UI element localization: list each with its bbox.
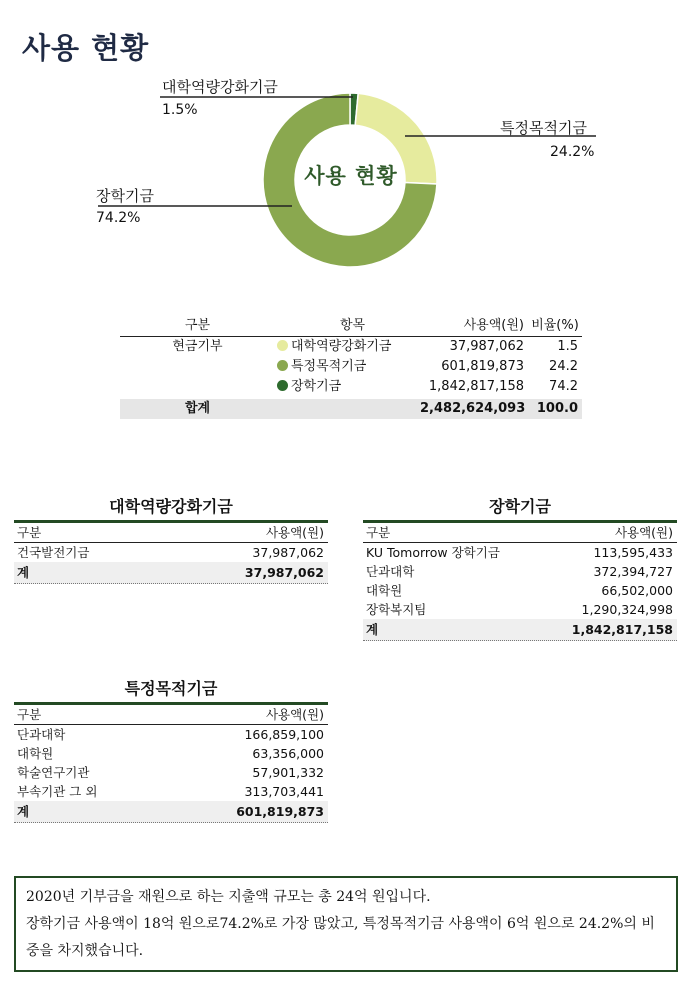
- summary-row: [120, 357, 582, 377]
- summary-row: [120, 337, 582, 357]
- summary-row: [120, 377, 582, 397]
- table-total-row: [363, 619, 677, 641]
- row-label: 단과대학: [366, 564, 415, 579]
- table-row: [363, 581, 677, 600]
- table-row: [14, 744, 328, 763]
- table-row: [14, 763, 328, 782]
- table-title: 장학기금: [489, 497, 551, 516]
- col-amount: 사용액(원): [265, 707, 324, 722]
- table-row: [363, 543, 677, 562]
- header-amount: 사용액(원): [463, 318, 524, 333]
- col-category: 구분: [17, 525, 42, 540]
- row-amount: 113,595,433: [593, 545, 673, 560]
- row-amount: 372,394,727: [593, 564, 673, 579]
- row-label: 부속기관 그 외: [17, 784, 98, 799]
- total-ratio: 100.0: [536, 401, 578, 416]
- scholarship-fund-table: [363, 494, 677, 641]
- legend-dot-icon: [277, 340, 288, 351]
- slice-label-capacity: 대학역량강화기금: [162, 78, 278, 96]
- capacity-fund-table: [14, 494, 328, 584]
- row-amount: 1,842,817,158: [428, 379, 524, 394]
- table-header: [14, 702, 328, 725]
- total-amount: 601,819,873: [236, 804, 324, 819]
- row-amount: 37,987,062: [252, 545, 324, 560]
- row-amount: 1,290,324,998: [581, 602, 673, 617]
- col-category: 구분: [366, 525, 391, 540]
- total-amount: 2,482,624,093: [420, 401, 526, 416]
- col-category: 구분: [17, 707, 42, 722]
- row-amount: 66,502,000: [601, 583, 673, 598]
- row-label: 대학원: [366, 583, 403, 598]
- row-label: KU Tomorrow 장학기금: [366, 545, 500, 560]
- col-amount: 사용액(원): [614, 525, 673, 540]
- slice-label-scholarship: 장학기금: [96, 187, 154, 205]
- row-amount: 57,901,332: [252, 765, 324, 780]
- donut-center-label: 사용 현황: [304, 164, 398, 188]
- header-item: 항목: [339, 318, 366, 333]
- row-item: 특정목적기금: [291, 359, 367, 374]
- total-amount: 1,842,817,158: [571, 622, 673, 637]
- slice-label-special: 특정목적기금: [500, 119, 587, 137]
- page-title: 사용 현황: [22, 31, 150, 65]
- row-amount: 166,859,100: [244, 727, 324, 742]
- col-amount: 사용액(원): [265, 525, 324, 540]
- slice-percent-capacity: 1.5%: [162, 102, 198, 118]
- row-ratio: 74.2: [549, 379, 578, 394]
- table-row: [363, 600, 677, 619]
- row-label: 건국발전기금: [17, 545, 90, 560]
- table-row: [363, 562, 677, 581]
- total-amount: 37,987,062: [244, 565, 324, 580]
- row-category: 현금기부: [172, 339, 223, 354]
- row-label: 대학원: [17, 746, 54, 761]
- row-amount: 63,356,000: [252, 746, 324, 761]
- row-label: 단과대학: [17, 727, 66, 742]
- total-label: 계: [17, 804, 30, 819]
- table-header: [14, 520, 328, 543]
- row-amount: 601,819,873: [441, 359, 524, 374]
- table-header: [363, 520, 677, 543]
- slice-percent-special: 24.2%: [550, 144, 595, 160]
- row-amount: 37,987,062: [449, 339, 524, 354]
- legend-dot-icon: [277, 360, 288, 371]
- table-total-row: [14, 562, 328, 584]
- summary-header-row: [120, 316, 582, 337]
- row-amount: 313,703,441: [244, 784, 324, 799]
- row-item: 대학역량강화기금: [291, 339, 392, 354]
- table-title: 대학역량강화기금: [109, 497, 233, 516]
- row-label: 장학복지팀: [366, 602, 427, 617]
- row-label: 학술연구기관: [17, 765, 90, 780]
- table-row: [14, 782, 328, 801]
- legend-dot-icon: [277, 380, 288, 391]
- total-label: 계: [17, 565, 30, 580]
- special-purpose-fund-table: [14, 676, 328, 823]
- table-row: [14, 725, 328, 744]
- note-line-1: 2020년 기부금을 재원으로 하는 지출액 규모는 총 24억 원입니다.: [26, 889, 431, 905]
- total-label: 계: [366, 622, 379, 637]
- summary-note-box: [14, 876, 678, 972]
- summary-total-row: [120, 399, 582, 419]
- note-line-2: 장학기금 사용액이 18억 원으로74.2%로 가장 많았고, 특정목적기금 사용액이 6억 원으로 24.2%의 비중을 차지했습니다.: [26, 916, 655, 959]
- row-ratio: 1.5: [557, 339, 578, 354]
- table-row: [14, 543, 328, 562]
- row-ratio: 24.2: [549, 359, 578, 374]
- header-ratio: 비율(%): [531, 318, 579, 333]
- slice-percent-scholarship: 74.2%: [96, 210, 141, 226]
- total-label: 합계: [184, 401, 211, 416]
- table-total-row: [14, 801, 328, 823]
- row-item: 장학기금: [291, 379, 342, 394]
- header-category: 구분: [184, 318, 211, 333]
- summary-table: [120, 316, 582, 419]
- table-title: 특정목적기금: [124, 679, 218, 698]
